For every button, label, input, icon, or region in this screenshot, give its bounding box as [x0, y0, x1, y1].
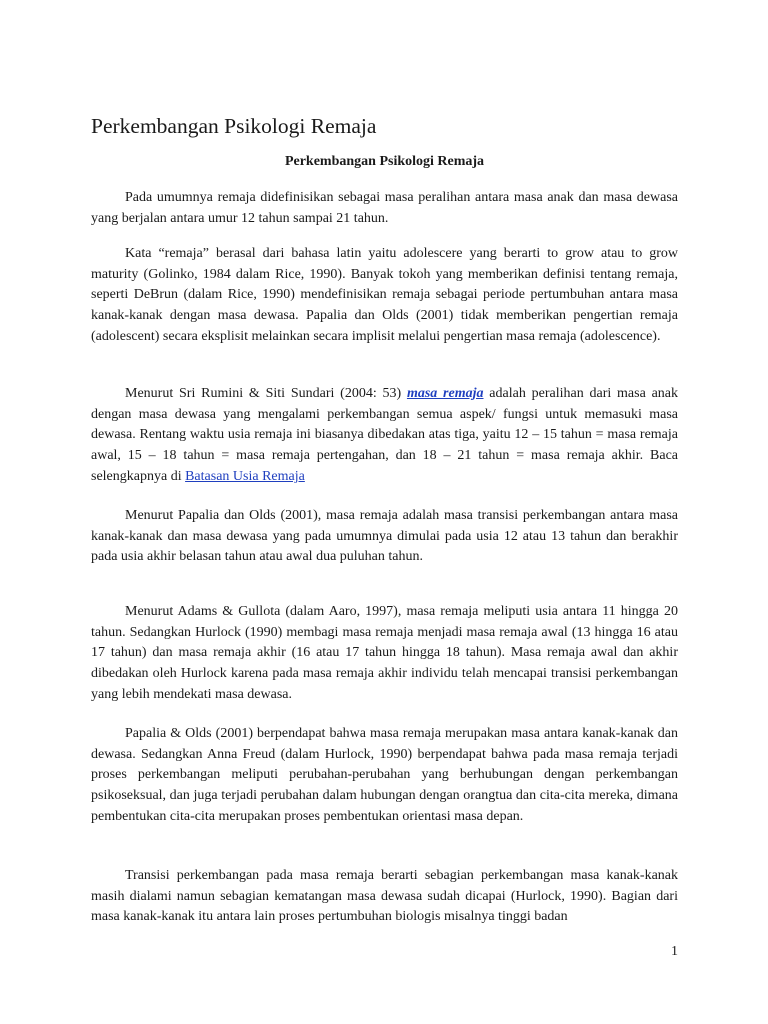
- paragraph-4: Menurut Papalia dan Olds (2001), masa remaja adalah masa transisi perkembangan antara masa kanak-kanak dan masa dewasa yang pada umumnya dimulai pada usia 12 atau 13 tahun dan berakhir pada usia akhir belasan tahun atau awal dua puluhan tahun.: [91, 508, 678, 565]
- paragraph-2: Kata “remaja” berasal dari bahasa latin yaitu adolescere yang berarti to grow atau to grow maturity (Golinko, 1984 dalam Rice, 1990). Banyak tokoh yang memberikan definisi tentang remaja, seperti DeBrun (dalam Rice, 1990) mendefinisikan remaja sebagai periode pertumbuhan antara masa kanak-kanak dengan masa dewasa. Papalia dan Olds (2001) tidak memberikan pengertian remaja (adolescent) secara eksplisit melainkan secara implisit melalui pengertian masa remaja (adolescence).: [91, 246, 678, 344]
- paragraph-1: Pada umumnya remaja didefinisikan sebagai masa peralihan antara masa anak dan masa dewasa yang berjalan antara umur 12 tahun sampai 21 tahun.: [91, 190, 678, 226]
- batasan-usia-remaja-link[interactable]: Batasan Usia Remaja: [185, 468, 305, 484]
- paragraph-7: Transisi perkembangan pada masa remaja berarti sebagian perkembangan masa kanak-kanak masih dialami namun sebagian kematangan masa dewasa sudah dicapai (Hurlock, 1990). Bagian dari masa kanak-kanak itu antara lain proses pertumbuhan biologis misalnya tinggi badan: [91, 868, 678, 925]
- paragraph-3-text-b: adalah peralihan dari masa anak dengan masa dewasa yang mengalami perkembangan semua aspek/ fungsi untuk memasuki masa dewasa. Rentang waktu usia remaja ini biasanya dibedakan atas tiga, yaitu 12 – 15 tahun = masa remaja awal, 15 – 18 tahun = masa remaja pertengahan, dan 18 – 21 tahun = masa remaja akhir. Baca selengkapnya di: [91, 386, 679, 484]
- document-subtitle: Perkembangan Psikologi Remaja: [284, 154, 485, 169]
- masa-remaja-link[interactable]: masa remaja: [406, 386, 484, 401]
- paragraph-5: Menurut Adams & Gullota (dalam Aaro, 1997), masa remaja meliputi usia antara 11 hingga 20 tahun. Sedangkan Hurlock (1990) membagi masa remaja menjadi masa remaja awal (13 hingga 16 atau 17 tahun) dan masa remaja akhir (16 atau 17 tahun hingga 18 tahun). Masa remaja awal dan akhir dibedakan oleh Hurlock karena pada masa remaja akhir individu telah mencapai transisi perkembangan yang lebih mendekati masa dewasa.: [91, 604, 678, 702]
- page-number: 1: [671, 944, 678, 959]
- paragraph-6: Papalia & Olds (2001) berpendapat bahwa masa remaja merupakan masa antara kanak-kanak dan dewasa. Sedangkan Anna Freud (dalam Hurlock, 1990) berpendapat bahwa pada masa remaja terjadi proses perkembangan meliputi perubahan-perubahan yang berhubungan dengan perkembangan psikoseksual, dan juga terjadi perubahan dalam hubungan dengan orangtua dan cita-cita mereka, dimana pembentukan cita-cita merupakan proses pembentukan orientasi masa depan.: [91, 726, 678, 824]
- document-title: Perkembangan Psikologi Remaja: [91, 114, 377, 138]
- paragraph-3-text-a: Menurut Sri Rumini & Siti Sundari (2004: 53): [125, 386, 407, 401]
- paragraph-3: [91, 384, 678, 488]
- document-page: [91, 0, 678, 1024]
